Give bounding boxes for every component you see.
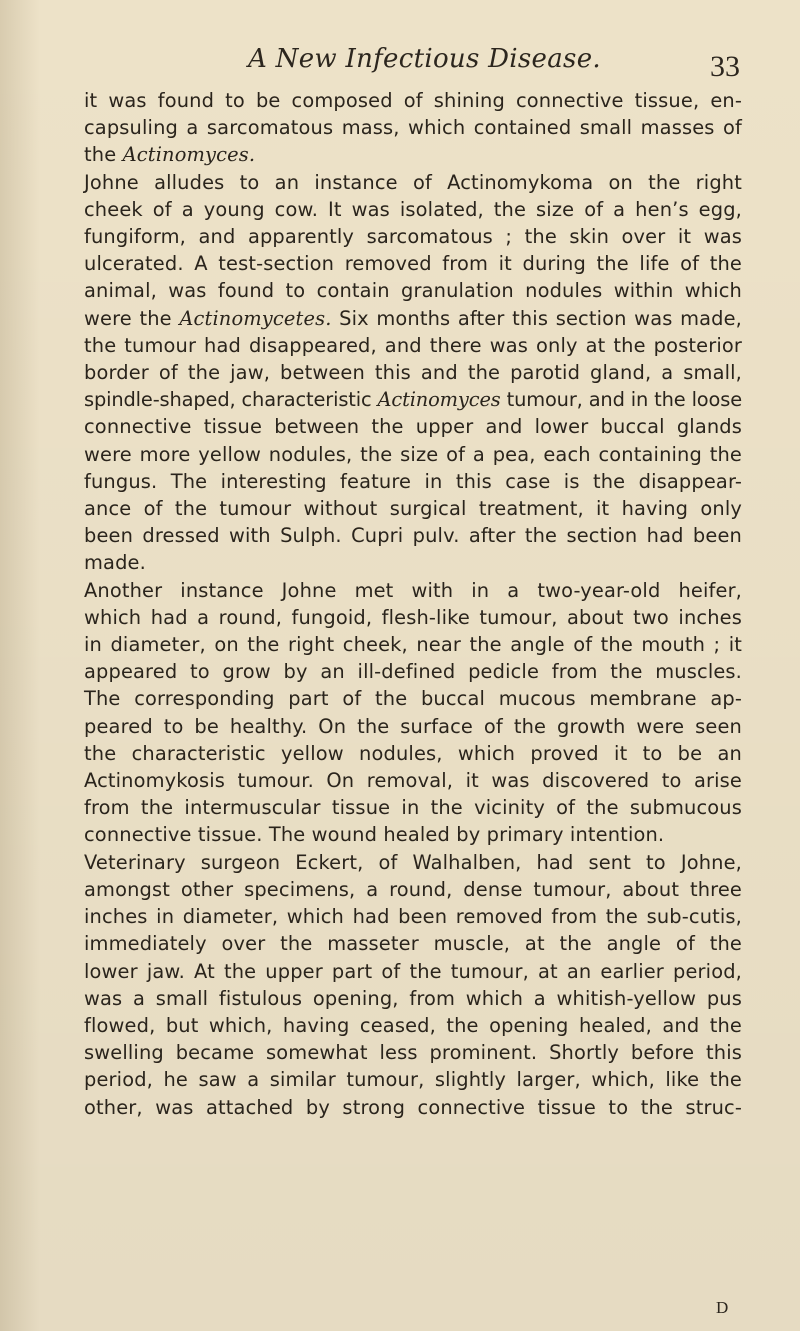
text-line: amongst other specimens, a round, dense tumour, about three [84,877,742,901]
text-line: ance of the tumour without surgical treatment, it having only [84,497,742,521]
text-line: capsuling a sarcomatous mass, which contained small masses of [84,116,742,140]
text-segment: spindle-shaped, characteristic [84,388,378,412]
signature-mark: D [716,1298,729,1317]
text-line: Another instance Johne met with in a two-year-old heifer, [84,578,742,602]
text-line: made. [84,551,146,575]
text-line: connective tissue between the upper and lower buccal glands [84,415,742,439]
text-line: which had a round, fungoid, flesh-like tumour, about two inches [84,605,742,629]
text-line: period, he saw a similar tumour, slightly larger, which, like the [84,1068,742,1092]
italic-term: Actinomycetes. [179,306,332,330]
text-line: been dressed with Sulph. Cupri pulv. after the section had been [84,524,742,548]
text-line: ulcerated. A test-section removed from it during the life of the [84,252,742,276]
text-line: fungiform, and apparently sarcomatous ; the skin over it was [84,225,742,249]
text-line: lower jaw. At the upper part of the tumour, at an earlier period, [84,959,742,983]
text-line: the tumour had disappeared, and there was only at the posterior [84,333,742,357]
text-line: Johne alludes to an instance of Actinomykoma on the right [84,170,742,194]
text-line: were more yellow nodules, the size of a pea, each containing the [84,442,742,466]
text-line: animal, was found to contain granulation nodules within which [84,279,742,303]
text-line: Veterinary surgeon Eckert, of Walhalben, had sent to Johne, [84,850,742,874]
page-number: 33 [710,50,740,83]
text-line: connective tissue. The wound healed by primary intention. [84,823,665,847]
text-segment: were the [84,306,180,330]
text-line: was a small fistulous opening, from which a whitish-yellow pus [84,986,742,1010]
text-line: in diameter, on the right cheek, near the angle of the mouth ; it [84,633,742,657]
text-line: flowed, but which, having ceased, the opening healed, and the [84,1013,742,1037]
body-text [84,87,742,1121]
text-line: other, was attached by strong connective tissue to the struc- [84,1095,742,1119]
text-line: peared to be healthy. On the surface of the growth were seen [84,714,742,738]
text-line: appeared to grow by an ill-defined pedicle from the muscles. [84,660,742,684]
text-line [84,141,742,168]
italic-term: Actinomyces [377,388,501,412]
text-line: fungus. The interesting feature in this case is the disappear- [84,469,742,493]
text-line: it was found to be composed of shining connective tissue, en- [84,89,742,112]
running-title: A New Infectious Disease. [248,44,601,74]
text-line: swelling became somewhat less prominent. Shortly before this [84,1041,742,1065]
text-line: Actinomykosis tumour. On removal, it was discovered to arise [84,769,742,793]
text-segment: Six months after this section was made, [331,306,742,330]
text-line: immediately over the masseter muscle, at the angle of the [84,932,742,956]
text-line: inches in diameter, which had been removed from the sub-cutis, [84,905,742,929]
text-line: the characteristic yellow nodules, which proved it to be an [84,741,742,765]
italic-term: Actinomyces. [122,143,256,167]
text-line: from the intermuscular tissue in the vicinity of the submucous [84,796,742,820]
text-segment: tumour, and in the loose [500,388,742,412]
text-line [84,305,742,332]
text-line: border of the jaw, between this and the parotid gland, a small, [84,361,742,385]
text-segment: the [84,143,123,167]
text-line: cheek of a young cow. It was isolated, the size of a hen’s egg, [84,197,742,221]
text-line [84,386,742,413]
text-line: The corresponding part of the buccal mucous membrane ap- [84,687,742,711]
